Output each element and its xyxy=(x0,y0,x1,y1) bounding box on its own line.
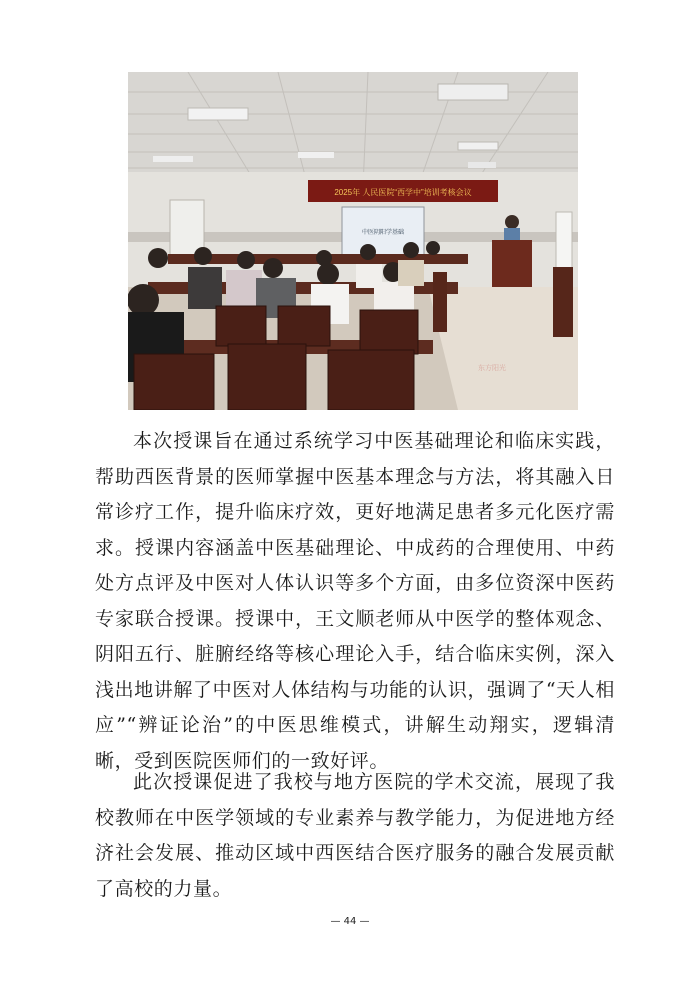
photo-watermark: 东方阳光 xyxy=(478,365,506,372)
screen-text: 中医阴阳学基础 xyxy=(361,230,405,236)
page-number: — 44 — xyxy=(330,916,370,927)
body-paragraph-1 xyxy=(95,424,615,779)
paragraph-text: 此次授课促进了我校与地方医院的学术交流，展现了我校教师在中医学领域的专业素养与教学能力，为促进地方经济社会发展、推动区域中西医结合医疗服务的融合发展贡献了高校的力量。 xyxy=(95,771,615,900)
body-paragraph-2 xyxy=(95,765,615,907)
lecture-photo xyxy=(128,72,578,410)
paragraph-text: 本次授课旨在通过系统学习中医基础理论和临床实践，帮助西医背景的医师掌握中医基本理念与方法，将其融入日常诊疗工作，提升临床疗效，更好地满足患者多元化医疗需求。授课内容涵盖中医基础理论、中成药的合理使用、中药处方点评及中医对人体认识等多个方面，由多位资深中医药专家联合授课。授课中，王文顺老师从中医学的整体观念、阴阳五行、脏腑经络等核心理论入手，结合临床实例，深入浅出地讲解了中医对人体结构与功能的认识，强调了“天人相应”“辨证论治”的中医思维模式，讲解生动翔实，逻辑清晰，受到医院医师们的一致好评。 xyxy=(95,430,615,772)
banner-text: 2025年 人民医院“西学中”培训考核会议 xyxy=(334,188,472,197)
